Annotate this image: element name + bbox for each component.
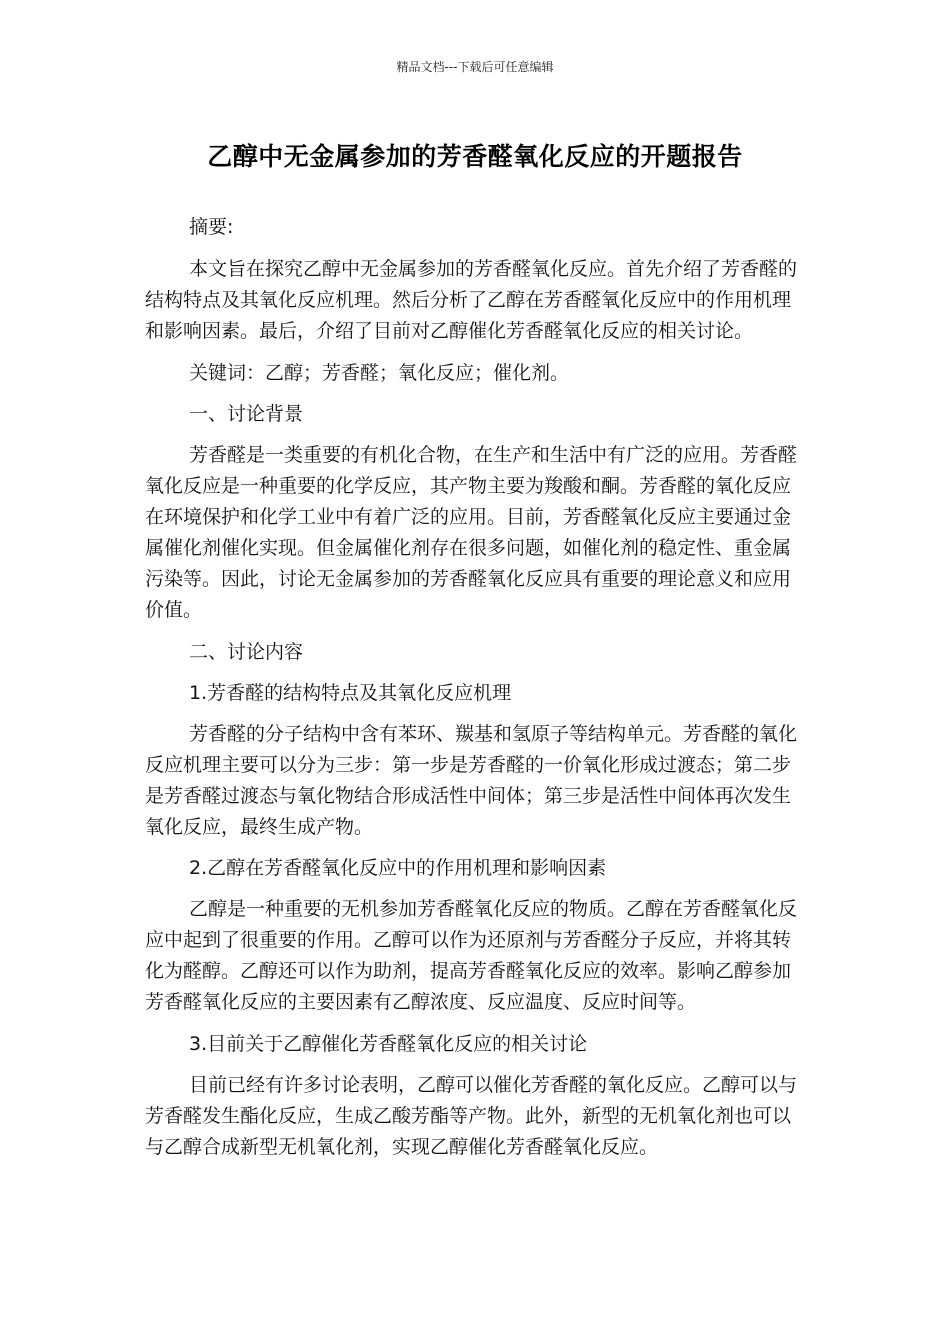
document-body (145, 212, 800, 1163)
background-paragraph: 芳香醛是一类重要的有机化合物，在生产和生活中有广泛的应用。芳香醛氧化反应是一种重要的化学反应，其产物主要为羧酸和酮。芳香醛的氧化反应在环境保护和化学工业中有着广泛的应用。目前，芳香醛氧化反应主要通过金属催化剂催化实现。但金属催化剂存在很多问题，如催化剂的稳定性、重金属污染等。因此，讨论无金属参加的芳香醛氧化反应具有重要的理论意义和应用价值。 (145, 444, 798, 621)
subsection-heading-structure: 1.芳香醛的结构特点及其氧化反应机理 (189, 682, 512, 704)
current-research-paragraph: 目前已经有许多讨论表明，乙醇可以催化芳香醛的氧化反应。乙醇可以与芳香醛发生酯化反应，生成乙酸芳酯等产物。此外，新型的无机氧化剂也可以与乙醇合成新型无机氧化剂，实现乙醇催化芳香醛氧化反应。 (145, 1074, 798, 1158)
section-heading-content: 二、讨论内容 (189, 641, 304, 663)
abstract-paragraph: 本文旨在探究乙醇中无金属参加的芳香醛氧化反应。首先介绍了芳香醛的结构特点及其氧化反应机理。然后分析了乙醇在芳香醛氧化反应中的作用机理和影响因素。最后，介绍了目前对乙醇催化芳香醛氧化反应的相关讨论。 (145, 258, 798, 342)
ethanol-role-paragraph: 乙醇是一种重要的无机参加芳香醛氧化反应的物质。乙醇在芳香醛氧化反应中起到了很重要的作用。乙醇可以作为还原剂与芳香醛分子反应，并将其转化为醛醇。乙醇还可以作为助剂，提高芳香醛氧化反应的效率。影响乙醇参加芳香醛氧化反应的主要因素有乙醇浓度、反应温度、反应时间等。 (145, 898, 798, 1013)
section-heading-background: 一、讨论背景 (189, 403, 304, 425)
abstract-label: 摘要: (189, 216, 234, 238)
subsection-heading-current-research: 3.目前关于乙醇催化芳香醛氧化反应的相关讨论 (189, 1033, 588, 1055)
document-title: 乙醇中无金属参加的芳香醛氧化反应的开题报告 (207, 142, 743, 171)
subsection-heading-ethanol-role: 2.乙醇在芳香醛氧化反应中的作用机理和影响因素 (189, 857, 607, 879)
structure-paragraph: 芳香醛的分子结构中含有苯环、羰基和氢原子等结构单元。芳香醛的氧化反应机理主要可以分为三步：第一步是芳香醛的一价氧化形成过渡态；第二步是芳香醛过渡态与氧化物结合形成活性中间体；第三步是活性中间体再次发生氧化反应，最终生成产物。 (145, 723, 798, 838)
header-note: 精品文档---下载后可任意编辑 (396, 60, 554, 74)
keywords-line: 关键词：乙醇；芳香醛；氧化反应；催化剂。 (189, 362, 570, 384)
